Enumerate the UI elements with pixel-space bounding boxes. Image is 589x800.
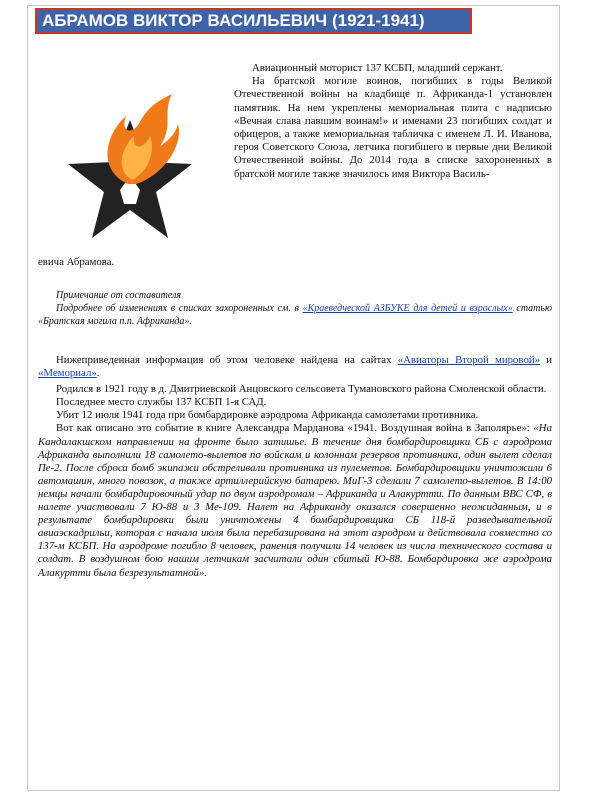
death-paragraph: Убит 12 июля 1941 года при бомбардировке аэродрома Африканда самолетами противника.	[56, 409, 479, 422]
intro-text	[234, 62, 552, 181]
book-quote-paragraph	[38, 422, 552, 579]
service-paragraph: Последнее место службы 137 КСБП 1-я САД.	[56, 396, 267, 409]
note-text: Подробнее об изменениях в списках захороненных см. в «Краеведческой АЗБУКЕ для детей и взрослых» статью «Братская могила п.п. Африканда».	[38, 303, 553, 327]
memorial-link[interactable]: «Мемориал»	[38, 367, 97, 380]
intro-paragraph-tail: евича Абрамова.	[38, 256, 115, 268]
intro-paragraph-rank: Авиационный моторист 137 КСБП, младший сержант.	[252, 62, 503, 74]
intro-paragraph-memorial: На братской могиле воинов, погибших в годы Великой Отечественной войны на кладбище п. Африканда-1 установлен памятник. На нем укреплены мемориальная плита с надписью «Вечная слава павшим воинам!» и именами 23 погибших солдат и офицеров, а также мемориальная табличка с именем Л. И. Иванова, героя Советского Союза, летчика погибшего в первые дни Великой Отечественной войны. До 2014 года в списке захороненных в братской могиле также значилось имя Виктора Василь-	[234, 75, 552, 180]
note-heading: Примечание от составителя	[56, 290, 182, 301]
kraeved-azbuka-link[interactable]: «Краеведческой АЗБУКЕ для детей и взрослых»	[302, 303, 513, 314]
birth-paragraph: Родился в 1921 году в д. Дмитриевской Анцовского сельсовета Тумановского района Смоленской области.	[56, 383, 547, 396]
compiler-note	[38, 289, 552, 328]
eternal-flame-star-icon	[40, 80, 220, 260]
page-title: АБРАМОВ ВИКТОР ВАСИЛЬЕВИЧ (1921-1941)	[35, 8, 472, 34]
body-text	[38, 354, 552, 580]
sources-paragraph: Нижеприведенная информация об этом человеке найдена на сайтах «Авиаторы Второй мировой» и «Мемориал».	[38, 354, 552, 380]
aviators-ww2-link[interactable]: «Авиаторы Второй мировой»	[397, 354, 541, 366]
book-quote: «На Кандалакшском направлении на фронте было затишье. В течение дня бомбардировщики СБ с аэродрома Африканда выполнили 18 самолето-вылетов по войскам и колоннам резервов противника, один вылет сделал Пе-2. После сброса бомб экипажи обстреливали противника из пулеметов. Бомбардировщики уничтожили 6 автомашин, много повозок, а также артиллерийскую батарею. МиГ-3 сделали 7 самолето-вылетов. В 14:00 немцы начали бомбардировочный удар по двум аэродромам – Африканда и Алакуртти. По данным ВВС СФ, в налете участвовали 7 Ю-88 и 3 Ме-109. Налет на Африканду оказался совершенно неожиданным, и в результате бомбардировки были уничтожены 4 бомбардировщика СБ 118-й разведывательной авиаэскадрильи, которая с начала июля была перебазирована на этот аэродром и действовала совместно со 137-м КСБП. На аэродроме погибло 8 человек, ранения получили 14 человек из числа технического состава и солдат. В воздушном бою нашим летчикам засчитали один сбитый Ю-88. Бомбардировка же аэродрома Алакуртти была безрезультатной».	[38, 422, 552, 579]
book-quote-intro: Вот как описано это событие в книге Александра Марданова «1941. Воздушная война в Заполярье»:	[56, 422, 534, 435]
